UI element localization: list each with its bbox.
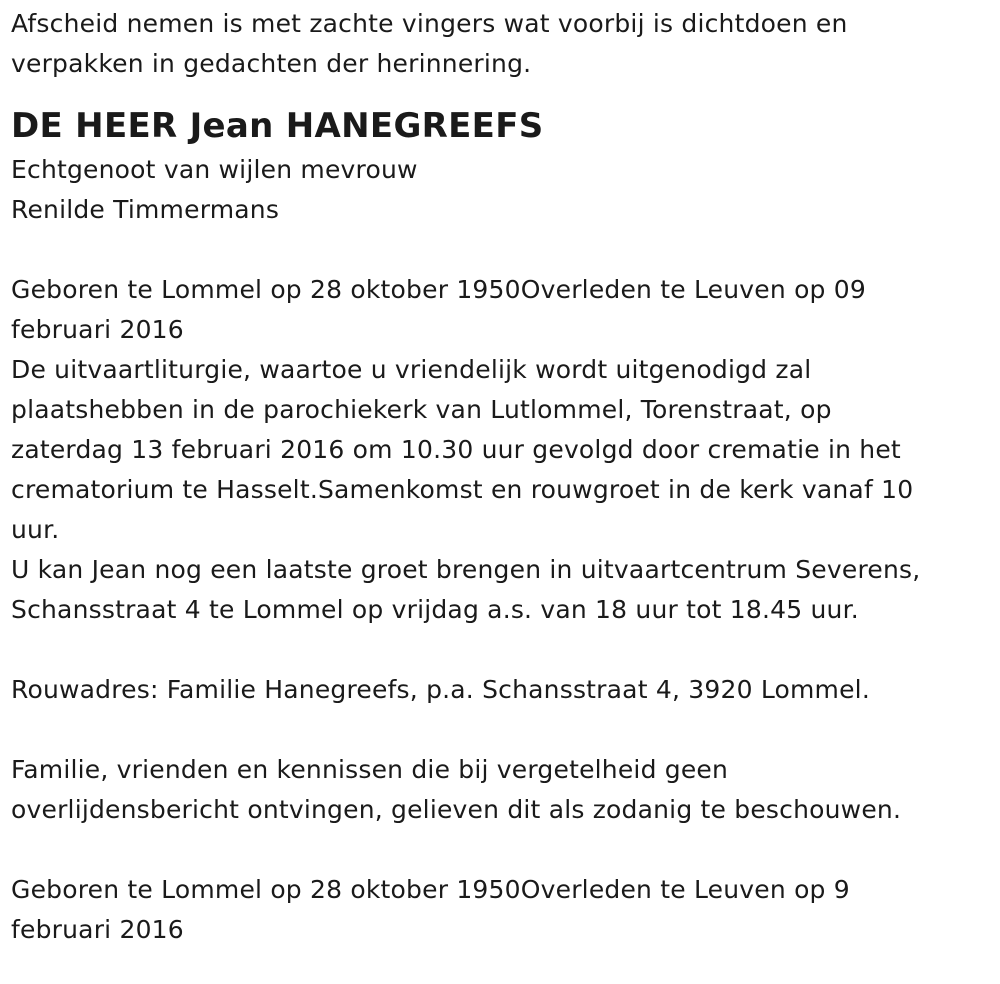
dates-bottom-line-2: februari 2016 — [11, 915, 184, 944]
notice-block — [11, 750, 990, 830]
address-block — [11, 670, 990, 710]
funeral-line-2: plaatshebben in de parochiekerk van Lutlommel, Torenstraat, op — [11, 395, 832, 424]
intro-quote — [11, 4, 990, 84]
dates-top-line-2: februari 2016 — [11, 315, 184, 344]
dates-top-line-1: Geboren te Lommel op 28 oktober 1950Overleden te Leuven op 09 — [11, 275, 866, 304]
deceased-name: DE HEER Jean HANEGREEFS — [11, 106, 544, 146]
dates-top-block — [11, 270, 990, 350]
spacer — [11, 630, 990, 670]
funeral-block — [11, 350, 990, 550]
notice-line-2: overlijdensbericht ontvingen, gelieven dit als zodanig te beschouwen. — [11, 795, 902, 824]
dates-bottom-block — [11, 870, 990, 950]
address-line-1: Rouwadres: Familie Hanegreefs, p.a. Schansstraat 4, 3920 Lommel. — [11, 675, 870, 704]
visit-line-1: U kan Jean nog een laatste groet brengen in uitvaartcentrum Severens, — [11, 555, 921, 584]
funeral-line-5: uur. — [11, 515, 60, 544]
intro-line-2: verpakken in gedachten der herinnering. — [11, 49, 532, 78]
relation-line-1: Echtgenoot van wijlen mevrouw — [11, 155, 418, 184]
visit-line-2: Schansstraat 4 te Lommel op vrijdag a.s. van 18 uur tot 18.45 uur. — [11, 595, 859, 624]
spacer — [11, 830, 990, 870]
funeral-line-1: De uitvaartliturgie, waartoe u vriendelijk wordt uitgenodigd zal — [11, 355, 812, 384]
funeral-line-4: crematorium te Hasselt.Samenkomst en rouwgroet in de kerk vanaf 10 — [11, 475, 914, 504]
notice-line-1: Familie, vrienden en kennissen die bij vergetelheid geen — [11, 755, 729, 784]
spacer — [11, 710, 990, 750]
spacer — [11, 230, 990, 270]
intro-line-1: Afscheid nemen is met zachte vingers wat voorbij is dichtdoen en — [11, 9, 848, 38]
dates-bottom-line-1: Geboren te Lommel op 28 oktober 1950Overleden te Leuven op 9 — [11, 875, 850, 904]
relation-line-2: Renilde Timmermans — [11, 195, 280, 224]
relation-block — [11, 150, 990, 230]
visit-block — [11, 550, 990, 630]
funeral-line-3: zaterdag 13 februari 2016 om 10.30 uur gevolgd door crematie in het — [11, 435, 901, 464]
